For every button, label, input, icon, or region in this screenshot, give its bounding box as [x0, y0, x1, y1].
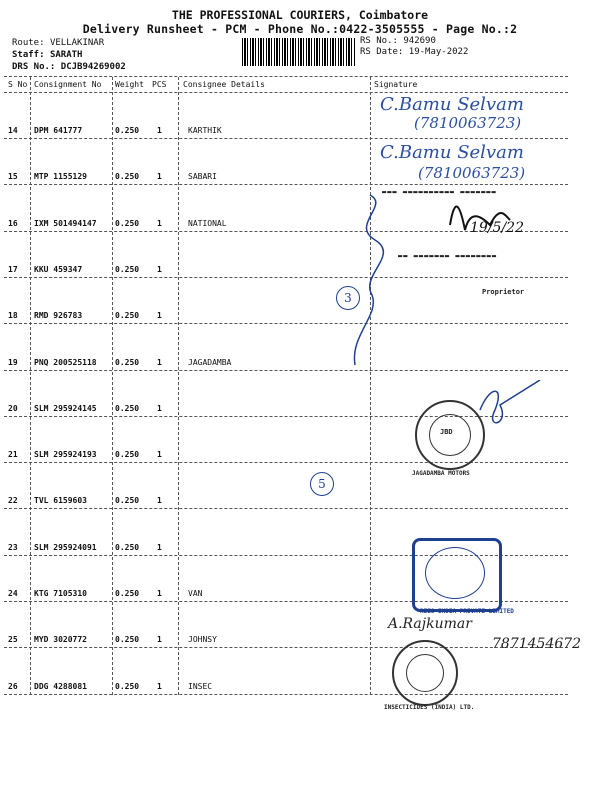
row-consignee: JOHNSY: [188, 635, 217, 644]
rees-stamp-text: REES INDIA PRIVATE LIMITED: [420, 608, 514, 615]
row-weight: 0.250: [115, 126, 140, 135]
proprietor-stamp: Proprietor: [482, 288, 525, 296]
row-sno: 15: [8, 172, 18, 181]
row-pcs: 1: [157, 172, 162, 181]
row-sno: 21: [8, 450, 18, 459]
header-bottom-rule: [4, 92, 568, 93]
row-sno: 26: [8, 682, 18, 691]
row-consignee: SABARI: [188, 172, 217, 181]
row-weight: 0.250: [115, 265, 140, 274]
col-pcs: PCS: [152, 80, 167, 89]
row-pcs: 1: [157, 635, 162, 644]
rs-no-value: 942690: [403, 36, 436, 46]
divider-sno: [30, 77, 31, 695]
row-pcs: 1: [157, 496, 162, 505]
col-signature: Signature: [374, 80, 418, 89]
staff-value: SARATH: [49, 50, 83, 60]
row-weight: 0.250: [115, 682, 140, 691]
row-sno: 25: [8, 635, 18, 644]
row-weight: 0.250: [115, 358, 140, 367]
runsheet-subtitle: Delivery Runsheet - PCM - Phone No.:0422-3505555 - Page No.:2: [82, 22, 518, 36]
row-pcs: 1: [157, 358, 162, 367]
row-weight: 0.250: [115, 589, 140, 598]
rs-date-label: RS Date:: [360, 47, 404, 57]
row-divider: [4, 138, 568, 139]
row-divider: [4, 694, 568, 695]
row-consignment: SLM 295924193: [34, 450, 97, 459]
row-consignment: TVL 6159603: [34, 496, 87, 505]
row-consignment: SLM 295924091: [34, 543, 97, 552]
rees-stamp: [412, 538, 502, 612]
row-divider: [4, 462, 568, 463]
rees-stamp-ring: [425, 547, 485, 599]
route-label: Route:: [12, 38, 45, 48]
col-consignee: Consignee Details: [183, 80, 265, 89]
route-value: VELLAKINAR: [49, 38, 105, 48]
row-pcs: 1: [157, 589, 162, 598]
staff-line: [12, 50, 82, 60]
row-consignment: KTG 7105310: [34, 589, 87, 598]
row-sno: 17: [8, 265, 18, 274]
drs-label: DRS No.:: [12, 62, 56, 72]
rs-no-line: [360, 36, 436, 46]
col-consignment: Consignment No: [34, 80, 102, 89]
drs-line: [12, 62, 126, 72]
row-pcs: 1: [157, 311, 162, 320]
rs-no-label: RS No.:: [360, 36, 398, 46]
row-pcs: 1: [157, 265, 162, 274]
motors-seal-city: JBD: [440, 428, 453, 436]
row-consignment: DDG 4288081: [34, 682, 87, 691]
row-sno: 14: [8, 126, 18, 135]
row-divider: [4, 508, 568, 509]
handwritten-phone-row25: 7871454672: [492, 636, 582, 652]
row-weight: 0.250: [115, 172, 140, 181]
row-weight: 0.250: [115, 311, 140, 320]
row-weight: 0.250: [115, 543, 140, 552]
row-consignment: MTP 1155129: [34, 172, 87, 181]
row-consignment: DPM 641777: [34, 126, 83, 135]
row-weight: 0.250: [115, 496, 140, 505]
row-consignment: PNQ 200525118: [34, 358, 97, 367]
runsheet-title: THE PROFESSIONAL COURIERS, Coimbatore: [171, 8, 429, 22]
col-sno: S No: [8, 80, 28, 89]
drs-value: DCJB94269002: [60, 62, 126, 72]
row-sno: 24: [8, 589, 18, 598]
row-sno: 23: [8, 543, 18, 552]
row-pcs: 1: [157, 682, 162, 691]
row-consignment: SLM 295924145: [34, 404, 97, 413]
insecticides-seal: [392, 640, 458, 706]
row-pcs: 1: [157, 404, 162, 413]
handwritten-name-row25: A.Rajkumar: [388, 616, 472, 632]
row-weight: 0.250: [115, 450, 140, 459]
insecticides-seal-text: INSECTICIDES (INDIA) LTD.: [384, 704, 475, 711]
date-note-row17: 19/5/22: [470, 220, 524, 236]
row-sno: 16: [8, 219, 18, 228]
row-consignee: INSEC: [188, 682, 213, 691]
row-consignment: MYD 3020772: [34, 635, 87, 644]
divider-pcs: [178, 77, 179, 695]
motors-seal-text: JAGADAMBA MOTORS: [412, 470, 470, 477]
circled-mark-2: 5: [310, 472, 334, 496]
row-weight: 0.250: [115, 635, 140, 644]
row-pcs: 1: [157, 543, 162, 552]
stamp-line-1: ▬▬▬ ▬▬▬▬▬▬▬▬▬▬ ▬▬▬▬▬▬▬: [382, 188, 497, 196]
row-sno: 18: [8, 311, 18, 320]
signature-row14: C.Bamu Selvam: [380, 94, 524, 115]
row-pcs: 1: [157, 219, 162, 228]
rs-date-value: 19-May-2022: [408, 47, 469, 57]
header-top-rule: [4, 76, 568, 77]
row-weight: 0.250: [115, 404, 140, 413]
row-consignee: VAN: [188, 589, 203, 598]
barcode: [242, 38, 356, 66]
divider-consignment: [112, 77, 113, 695]
circled-mark-1: 3: [336, 286, 360, 310]
row-divider: [4, 647, 568, 648]
row-consignee: JAGADAMBA: [188, 358, 232, 367]
row-consignee: KARTHIK: [188, 126, 222, 135]
rs-date-line: [360, 47, 468, 57]
stamp-line-2: ▬▬ ▬▬▬▬▬▬▬ ▬▬▬▬▬▬▬▬: [398, 252, 498, 260]
phone-row14: (7810063723): [414, 114, 522, 132]
insecticides-seal-inner: [406, 654, 444, 692]
row-consignment: IXM 501494147: [34, 219, 97, 228]
row-consignment: RMD 926783: [34, 311, 83, 320]
motors-signature-icon: [470, 380, 560, 460]
row-pcs: 1: [157, 450, 162, 459]
row-sno: 19: [8, 358, 18, 367]
phone-row15: (7810063723): [418, 164, 526, 182]
row-sno: 22: [8, 496, 18, 505]
row-consignment: KKU 459347: [34, 265, 83, 274]
row-weight: 0.250: [115, 219, 140, 228]
row-pcs: 1: [157, 126, 162, 135]
row-sno: 20: [8, 404, 18, 413]
col-weight: Weight: [115, 80, 144, 89]
row-consignee: NATIONAL: [188, 219, 227, 228]
signature-row15: C.Bamu Selvam: [380, 142, 524, 163]
route-line: [12, 38, 104, 48]
staff-label: Staff:: [12, 50, 45, 60]
